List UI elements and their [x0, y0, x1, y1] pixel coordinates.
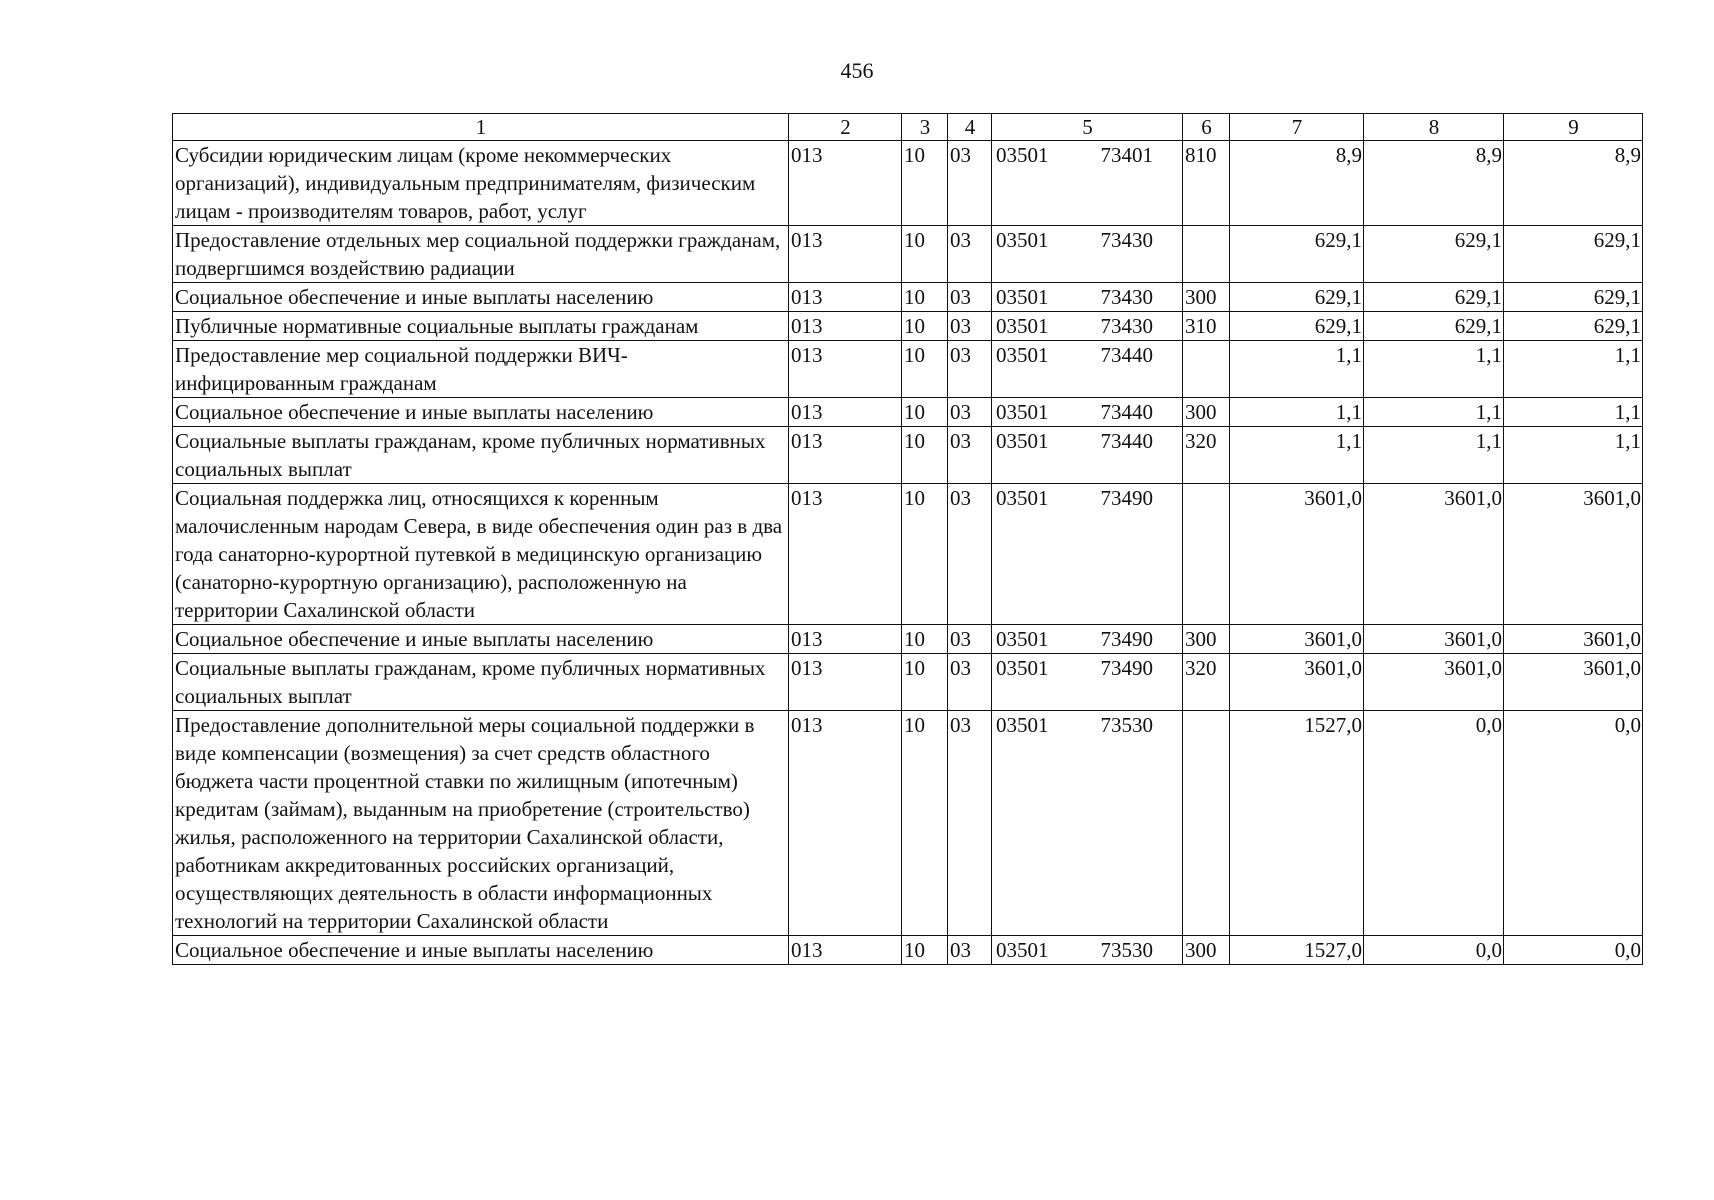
- amount-col9-cell: 1,1: [1504, 398, 1643, 427]
- subsection-code-cell: 03: [948, 625, 992, 654]
- target-article-cell: [992, 484, 1183, 625]
- admin-code-cell: 013: [789, 484, 902, 625]
- expense-type-cell: 300: [1183, 625, 1230, 654]
- row-description: Социальное обеспечение и иные выплаты населению: [173, 398, 789, 427]
- section-code-cell: 10: [902, 484, 948, 625]
- table-row: [173, 625, 1643, 654]
- amount-col7-cell: 1,1: [1230, 427, 1364, 484]
- admin-code-cell: 013: [789, 654, 902, 711]
- page-number: 456: [840, 58, 874, 83]
- expense-type-cell: 810: [1183, 141, 1230, 226]
- table-row: [173, 312, 1643, 341]
- admin-code-cell: 013: [789, 283, 902, 312]
- section-code-cell: 10: [902, 711, 948, 936]
- direction-code: 73490: [1100, 656, 1153, 680]
- direction-code: 73490: [1100, 486, 1153, 510]
- admin-code-cell: 013: [789, 398, 902, 427]
- direction-code: 73490: [1100, 627, 1153, 651]
- expense-type-cell: 320: [1183, 427, 1230, 484]
- amount-col8-cell: 629,1: [1364, 312, 1504, 341]
- direction-code: 73430: [1100, 228, 1153, 252]
- subsection-code-cell: 03: [948, 711, 992, 936]
- amount-col7-cell: 3601,0: [1230, 654, 1364, 711]
- direction-code: 73530: [1100, 713, 1153, 737]
- table-row: [173, 427, 1643, 484]
- amount-col8-cell: 1,1: [1364, 427, 1504, 484]
- row-description: Социальное обеспечение и иные выплаты населению: [173, 283, 789, 312]
- direction-code: 73430: [1100, 285, 1153, 309]
- subsection-code-cell: 03: [948, 398, 992, 427]
- expense-type-cell: [1183, 711, 1230, 936]
- target-article-cell: [992, 341, 1183, 398]
- expense-type-cell: 310: [1183, 312, 1230, 341]
- section-code-cell: 10: [902, 936, 948, 965]
- expense-type-cell: [1183, 484, 1230, 625]
- expense-type-cell: 300: [1183, 398, 1230, 427]
- amount-col9-cell: 0,0: [1504, 711, 1643, 936]
- target-article-cell: [992, 283, 1183, 312]
- row-description: Социальное обеспечение и иные выплаты населению: [173, 625, 789, 654]
- amount-col8-cell: 1,1: [1364, 398, 1504, 427]
- subsection-code-cell: 03: [948, 936, 992, 965]
- table-row: [173, 141, 1643, 226]
- header-cell: 5: [992, 114, 1183, 141]
- section-code-cell: 10: [902, 427, 948, 484]
- amount-col7-cell: 1527,0: [1230, 936, 1364, 965]
- section-code-cell: 10: [902, 283, 948, 312]
- program-code: 03501: [996, 938, 1049, 962]
- program-code: 03501: [996, 228, 1049, 252]
- table-row: [173, 711, 1643, 936]
- row-description: Публичные нормативные социальные выплаты гражданам: [173, 312, 789, 341]
- program-code: 03501: [996, 656, 1049, 680]
- section-code-cell: 10: [902, 141, 948, 226]
- amount-col8-cell: 629,1: [1364, 226, 1504, 283]
- amount-col7-cell: 1,1: [1230, 341, 1364, 398]
- amount-col9-cell: 629,1: [1504, 226, 1643, 283]
- table-row: [173, 283, 1643, 312]
- admin-code-cell: 013: [789, 936, 902, 965]
- admin-code-cell: 013: [789, 141, 902, 226]
- direction-code: 73401: [1100, 143, 1153, 167]
- program-code: 03501: [996, 627, 1049, 651]
- table-row: [173, 654, 1643, 711]
- admin-code-cell: 013: [789, 226, 902, 283]
- row-description: Субсидии юридическим лицам (кроме некоммерческих организаций), индивидуальным предпринимателям, физическим лицам - производителям товаров, работ, услуг: [173, 141, 789, 226]
- amount-col7-cell: 8,9: [1230, 141, 1364, 226]
- amount-col8-cell: 3601,0: [1364, 654, 1504, 711]
- direction-code: 73440: [1100, 343, 1153, 367]
- amount-col7-cell: 1527,0: [1230, 711, 1364, 936]
- header-cell: 4: [948, 114, 992, 141]
- amount-col9-cell: 8,9: [1504, 141, 1643, 226]
- subsection-code-cell: 03: [948, 226, 992, 283]
- section-code-cell: 10: [902, 398, 948, 427]
- program-code: 03501: [996, 343, 1049, 367]
- direction-code: 73530: [1100, 938, 1153, 962]
- table-body: [173, 141, 1643, 965]
- table-row: [173, 341, 1643, 398]
- section-code-cell: 10: [902, 654, 948, 711]
- amount-col7-cell: 629,1: [1230, 283, 1364, 312]
- amount-col8-cell: 629,1: [1364, 283, 1504, 312]
- header-cell: 9: [1504, 114, 1643, 141]
- admin-code-cell: 013: [789, 312, 902, 341]
- header-cell: 1: [173, 114, 789, 141]
- program-code: 03501: [996, 429, 1049, 453]
- table-row: [173, 398, 1643, 427]
- table-row: [173, 226, 1643, 283]
- table-header-row: [173, 114, 1643, 141]
- amount-col7-cell: 629,1: [1230, 312, 1364, 341]
- row-description: Социальные выплаты гражданам, кроме публичных нормативных социальных выплат: [173, 654, 789, 711]
- admin-code-cell: 013: [789, 711, 902, 936]
- amount-col9-cell: 629,1: [1504, 312, 1643, 341]
- target-article-cell: [992, 141, 1183, 226]
- amount-col7-cell: 3601,0: [1230, 484, 1364, 625]
- direction-code: 73440: [1100, 400, 1153, 424]
- header-cell: 8: [1364, 114, 1504, 141]
- admin-code-cell: 013: [789, 427, 902, 484]
- header-cell: 6: [1183, 114, 1230, 141]
- program-code: 03501: [996, 143, 1049, 167]
- amount-col8-cell: 0,0: [1364, 711, 1504, 936]
- header-cell: 3: [902, 114, 948, 141]
- amount-col8-cell: 3601,0: [1364, 484, 1504, 625]
- admin-code-cell: 013: [789, 625, 902, 654]
- target-article-cell: [992, 625, 1183, 654]
- program-code: 03501: [996, 713, 1049, 737]
- target-article-cell: [992, 427, 1183, 484]
- subsection-code-cell: 03: [948, 141, 992, 226]
- section-code-cell: 10: [902, 625, 948, 654]
- program-code: 03501: [996, 285, 1049, 309]
- target-article-cell: [992, 312, 1183, 341]
- target-article-cell: [992, 398, 1183, 427]
- subsection-code-cell: 03: [948, 427, 992, 484]
- amount-col9-cell: 1,1: [1504, 341, 1643, 398]
- row-description: Предоставление мер социальной поддержки ВИЧ-инфицированным гражданам: [173, 341, 789, 398]
- target-article-cell: [992, 654, 1183, 711]
- expense-type-cell: 300: [1183, 283, 1230, 312]
- amount-col8-cell: 0,0: [1364, 936, 1504, 965]
- amount-col9-cell: 3601,0: [1504, 625, 1643, 654]
- header-cell: 2: [789, 114, 902, 141]
- admin-code-cell: 013: [789, 341, 902, 398]
- target-article-cell: [992, 226, 1183, 283]
- row-description: Предоставление дополнительной меры социальной поддержки в виде компенсации (возмещения) за счет средств областного бюджета части процентной ставки по жилищным (ипотечным) кредитам (займам), выданным на приобретение (строительство) жилья, расположенного на территории Сахалинской области, работникам аккредитованных российских организаций, осуществляющих деятельность в области информационных технологий на территории Сахалинской области: [173, 711, 789, 936]
- subsection-code-cell: 03: [948, 654, 992, 711]
- expense-type-cell: [1183, 226, 1230, 283]
- subsection-code-cell: 03: [948, 312, 992, 341]
- row-description: Социальная поддержка лиц, относящихся к коренным малочисленным народам Севера, в виде обеспечения один раз в два года санаторно-курортной путевкой в медицинскую организацию (санаторно-курортную организацию), расположенную на территории Сахалинской области: [173, 484, 789, 625]
- amount-col9-cell: 629,1: [1504, 283, 1643, 312]
- amount-col8-cell: 3601,0: [1364, 625, 1504, 654]
- expense-type-cell: [1183, 341, 1230, 398]
- section-code-cell: 10: [902, 226, 948, 283]
- amount-col9-cell: 0,0: [1504, 936, 1643, 965]
- subsection-code-cell: 03: [948, 341, 992, 398]
- subsection-code-cell: 03: [948, 484, 992, 625]
- direction-code: 73430: [1100, 314, 1153, 338]
- amount-col7-cell: 3601,0: [1230, 625, 1364, 654]
- section-code-cell: 10: [902, 341, 948, 398]
- amount-col9-cell: 3601,0: [1504, 654, 1643, 711]
- amount-col8-cell: 1,1: [1364, 341, 1504, 398]
- header-cell: 7: [1230, 114, 1364, 141]
- section-code-cell: 10: [902, 312, 948, 341]
- target-article-cell: [992, 711, 1183, 936]
- amount-col7-cell: 629,1: [1230, 226, 1364, 283]
- program-code: 03501: [996, 400, 1049, 424]
- program-code: 03501: [996, 486, 1049, 510]
- target-article-cell: [992, 936, 1183, 965]
- table-row: [173, 936, 1643, 965]
- row-description: Социальные выплаты гражданам, кроме публичных нормативных социальных выплат: [173, 427, 789, 484]
- amount-col7-cell: 1,1: [1230, 398, 1364, 427]
- subsection-code-cell: 03: [948, 283, 992, 312]
- direction-code: 73440: [1100, 429, 1153, 453]
- row-description: Социальное обеспечение и иные выплаты населению: [173, 936, 789, 965]
- budget-table: [172, 113, 1643, 965]
- table-row: [173, 484, 1643, 625]
- expense-type-cell: 320: [1183, 654, 1230, 711]
- amount-col9-cell: 3601,0: [1504, 484, 1643, 625]
- program-code: 03501: [996, 314, 1049, 338]
- expense-type-cell: 300: [1183, 936, 1230, 965]
- amount-col8-cell: 8,9: [1364, 141, 1504, 226]
- amount-col9-cell: 1,1: [1504, 427, 1643, 484]
- row-description: Предоставление отдельных мер социальной поддержки гражданам, подвергшимся воздействию радиации: [173, 226, 789, 283]
